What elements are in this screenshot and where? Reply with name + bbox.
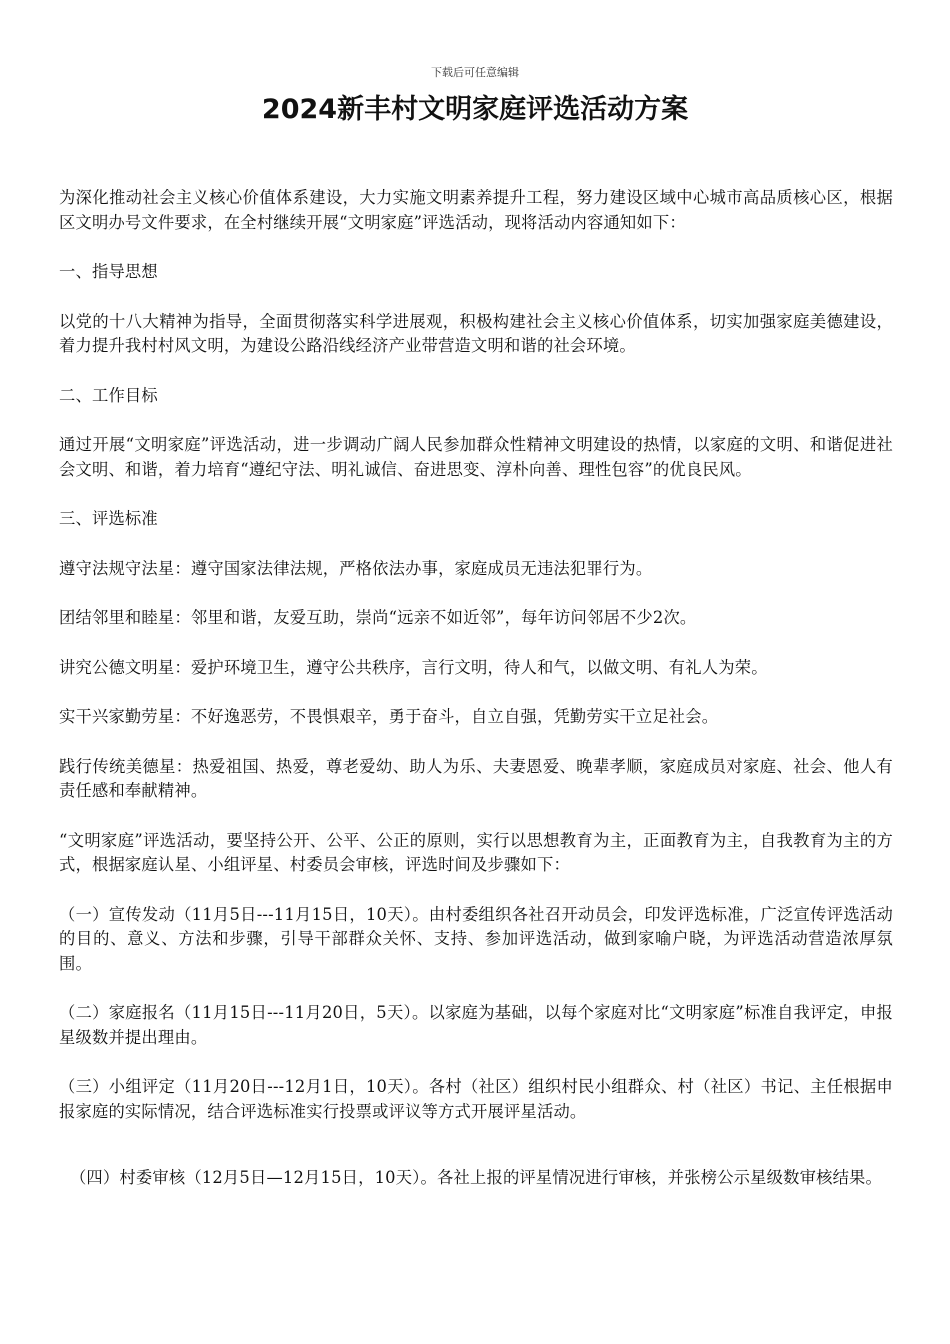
work-goals-paragraph: 通过开展“文明家庭”评选活动，进一步调动广阔人民参加群众性精神文明建设的热情，以家庭的文明、和谐促进社会文明、和谐，着力培育“遵纪守法、明礼诚信、奋进思变、淳朴向善、理性包容”的优良民风。 bbox=[59, 435, 893, 479]
step-four-committee-review: （四）村委审核（12月5日—12月15日，10天）。各社上报的评星情况进行审核，并张榜公示星级数审核结果。 bbox=[69, 1168, 883, 1187]
criteria-diligence-star: 实干兴家勤劳星：不好逸恶劳，不畏惧艰辛，勇于奋斗，自立自强，凭勤劳实干立足社会。 bbox=[59, 707, 719, 726]
step-three-group-review: （三）小组评定（11月20日---12月1日，10天）。各村（社区）组织村民小组群众、村（社区）书记、主任根据申报家庭的实际情况，结合评选标准实行投票或评议等方式开展评星活动。 bbox=[59, 1077, 893, 1121]
criteria-neighbor-star: 团结邻里和睦星：邻里和谐，友爱互助，崇尚“远亲不如近邻”，每年访问邻居不少2次。 bbox=[59, 608, 697, 627]
criteria-civility-star: 讲究公德文明星：爱护环境卫生，遵守公共秩序，言行文明，待人和气，以做文明、有礼人为荣。 bbox=[59, 657, 768, 677]
section-heading-work-goals: 二、工作目标 bbox=[59, 385, 158, 405]
selection-principles-paragraph: “文明家庭”评选活动，要坚持公开、公平、公正的原则，实行以思想教育为主，正面教育为主，自我教育为主的方式，根据家庭认星、小组评星、村委员会审核，评选时间及步骤如下： bbox=[59, 830, 893, 874]
section-heading-criteria: 三、评选标准 bbox=[59, 509, 158, 528]
guiding-ideology-paragraph: 以党的十八大精神为指导，全面贯彻落实科学进展观，积极构建社会主义核心价值体系，切实加强家庭美德建设，着力提升我村村风文明，为建设公路沿线经济产业带营造文明和谐的社会环境。 bbox=[59, 311, 893, 355]
document-body bbox=[59, 186, 893, 1216]
section-heading-guiding-ideology: 一、指导思想 bbox=[59, 262, 158, 281]
criteria-law-star: 遵守法规守法星：遵守国家法律法规，严格依法办事，家庭成员无违法犯罪行为。 bbox=[59, 558, 653, 578]
step-two-registration: （二）家庭报名（11月15日---11月20日，5天）。以家庭为基础，以每个家庭对比“文明家庭”标准自我评定，申报星级数并提出理由。 bbox=[59, 1003, 893, 1047]
step-one-publicity: （一）宣传发动（11月5日---11月15日，10天）。由村委组织各社召开动员会，印发评选标准，广泛宣传评选活动的目的、意义、方法和步骤，引导干部群众关怀、支持、参加评选活动，做到家喻户晓，为评选活动营造浓厚氛围。 bbox=[59, 904, 893, 973]
header-note: 下载后可任意编辑 bbox=[431, 66, 519, 79]
criteria-virtue-star: 践行传统美德星：热爱祖国、热爱，尊老爱幼、助人为乐、夫妻恩爱、晚辈孝顺，家庭成员对家庭、社会、他人有责任感和奉献精神。 bbox=[59, 756, 893, 800]
document-title: 2024新丰村文明家庭评选活动方案 bbox=[261, 94, 689, 125]
intro-paragraph: 为深化推动社会主义核心价值体系建设，大力实施文明素养提升工程，努力建设区域中心城市高品质核心区，根据区文明办号文件要求，在全村继续开展“文明家庭”评选活动，现将活动内容通知如下： bbox=[59, 188, 893, 232]
